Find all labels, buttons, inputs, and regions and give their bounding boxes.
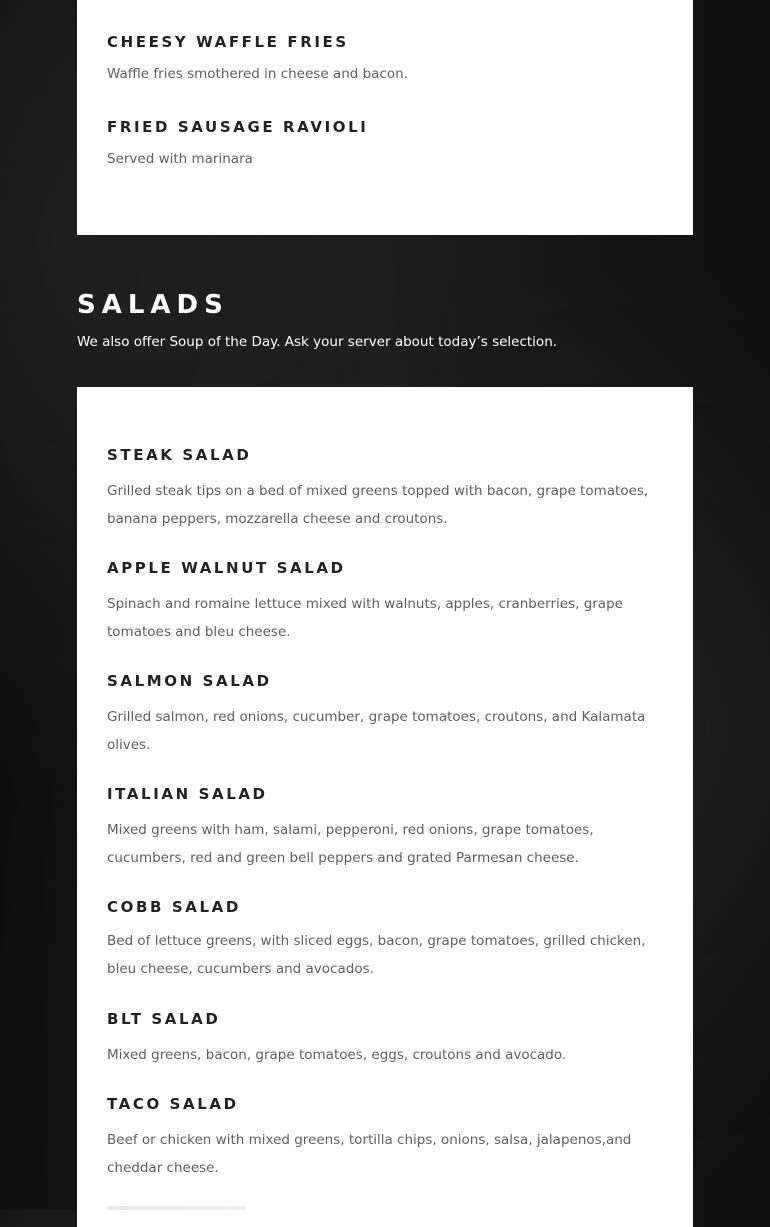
menu-item-name: BLT SALAD — [107, 1010, 221, 1028]
menu-item-description: Bed of lettuce greens, with sliced eggs, bacon, grape tomatoes, grilled chicken, bleu cheese, cucumbers and avocados. — [107, 933, 646, 977]
menu-item-salmon-salad — [107, 671, 652, 759]
menu-item-description: Mixed greens, bacon, grape tomatoes, eggs, croutons and avocado. — [107, 1047, 567, 1063]
menu-item-steak-salad — [107, 445, 652, 533]
menu-item-name: TACO SALAD — [107, 1095, 239, 1113]
next-item-heading-cutoff — [107, 1206, 247, 1210]
menu-item-cobb-salad — [107, 897, 652, 983]
menu-item-italian-salad — [107, 784, 652, 872]
section-subtitle: We also offer Soup of the Day. Ask your server about today’s selection. — [77, 334, 558, 350]
menu-item-description: Grilled steak tips on a bed of mixed greens topped with bacon, grape tomatoes, banana peppers, mozzarella cheese and croutons. — [107, 483, 649, 527]
menu-item-taco-salad — [107, 1094, 652, 1182]
menu-item-name: CHEESY WAFFLE FRIES — [107, 33, 349, 51]
menu-item-name: STEAK SALAD — [107, 446, 252, 464]
appetizers-card — [77, 0, 693, 235]
menu-item-name: ITALIAN SALAD — [107, 785, 268, 803]
menu-item-name: SALMON SALAD — [107, 672, 272, 690]
menu-item-apple-walnut-salad — [107, 558, 652, 646]
menu-item-name: COBB SALAD — [107, 898, 241, 916]
menu-item-name: APPLE WALNUT SALAD — [107, 559, 346, 577]
menu-item-fried-sausage-ravioli — [107, 117, 652, 173]
menu-item-description: Beef or chicken with mixed greens, tortilla chips, onions, salsa, jalapenos,and cheddar cheese. — [107, 1132, 632, 1176]
menu-item-blt-salad — [107, 1009, 652, 1069]
menu-item-description: Mixed greens with ham, salami, pepperoni, red onions, grape tomatoes, cucumbers, red and green bell peppers and grated Parmesan cheese. — [107, 822, 594, 866]
menu-item-description: Waffle fries smothered in cheese and bacon. — [107, 66, 408, 82]
menu-item-description: Spinach and romaine lettuce mixed with walnuts, apples, cranberries, grape tomatoes and bleu cheese. — [107, 596, 623, 640]
menu-item-cheesy-waffle-fries — [107, 32, 652, 88]
salads-card — [77, 387, 693, 1227]
menu-item-description: Served with marinara — [107, 151, 253, 167]
section-heading-salads: SALADS — [77, 290, 229, 320]
menu-item-description: Grilled salmon, red onions, cucumber, grape tomatoes, croutons, and Kalamata olives. — [107, 709, 646, 753]
menu-item-name: FRIED SAUSAGE RAVIOLI — [107, 118, 369, 136]
